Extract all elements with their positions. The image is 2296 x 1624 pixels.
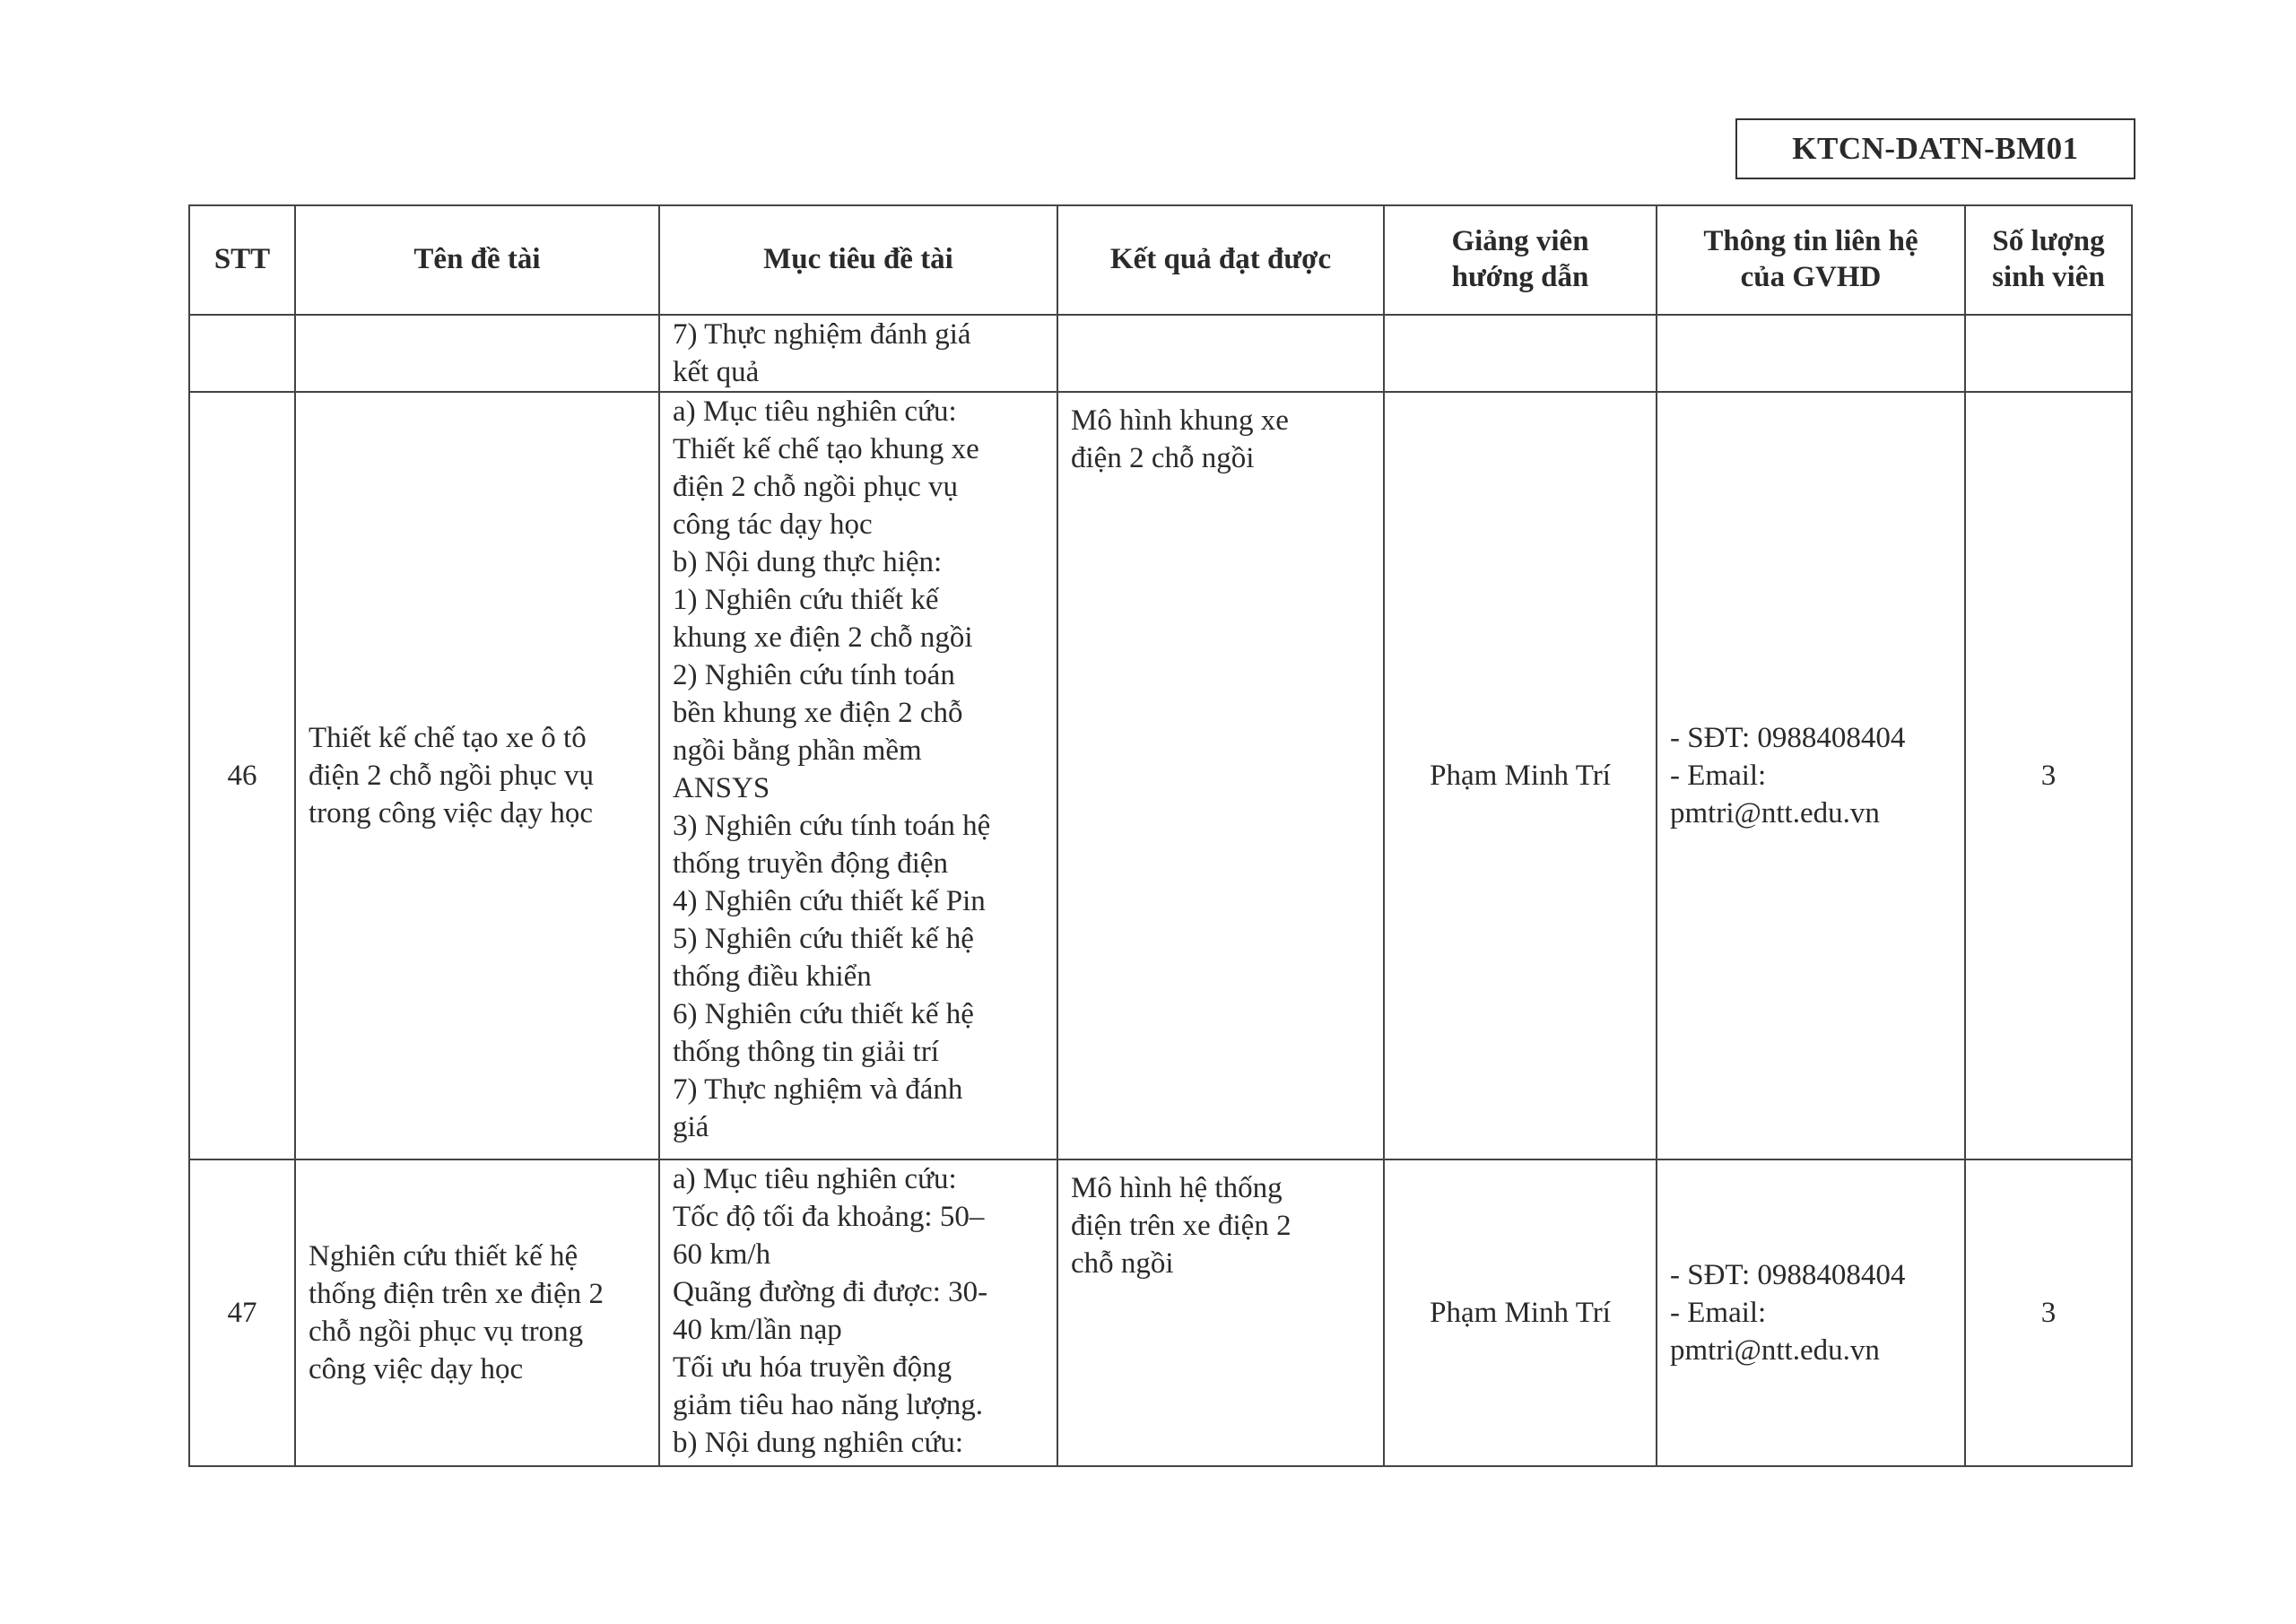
- cell-title: [295, 315, 659, 392]
- header-count: Số lượng sinh viên: [1965, 205, 2132, 315]
- header-contact: Thông tin liên hệ của GVHD: [1657, 205, 1965, 315]
- cell-goal: a) Mục tiêu nghiên cứu: Thiết kế chế tạo khung xe điện 2 chỗ ngồi phục vụ công tác dạy học b) Nội dung thực hiện: 1) Nghiên cứu thiết kế khung xe điện 2 chỗ ngồi 2) Nghiên cứu tính toán bền khung xe điện 2 chỗ ngồi bằng phần mềm ANSYS 3) Nghiên cứu tính toán hệ thống truyền động điện 4) Nghiên cứu thiết kế Pin 5) Nghiên cứu thiết kế hệ thống điều khiển 6) Nghiên cứu thiết kế hệ thống thông tin giải trí 7) Thực nghiệm và đánh giá: [659, 392, 1057, 1159]
- cell-contact: [1657, 315, 1965, 392]
- cell-contact: - SĐT: 0988408404 - Email: pmtri@ntt.edu.vn: [1657, 1159, 1965, 1466]
- cell-contact: - SĐT: 0988408404 - Email: pmtri@ntt.edu.vn: [1657, 392, 1965, 1159]
- cell-result: Mô hình hệ thống điện trên xe điện 2 chỗ ngồi: [1057, 1159, 1384, 1466]
- header-mentor: Giảng viên hướng dẫn: [1384, 205, 1657, 315]
- cell-count: [1965, 315, 2132, 392]
- table-row-continuation: [189, 315, 2132, 392]
- cell-title: Thiết kế chế tạo xe ô tô điện 2 chỗ ngồi phục vụ trong công việc dạy học: [295, 392, 659, 1159]
- cell-count: 3: [1965, 392, 2132, 1159]
- header-row: [189, 205, 2132, 315]
- table-row: [189, 1159, 2132, 1466]
- cell-stt: 47: [189, 1159, 295, 1466]
- cell-mentor: [1384, 315, 1657, 392]
- cell-title: Nghiên cứu thiết kế hệ thống điện trên xe điện 2 chỗ ngồi phục vụ trong công việc dạy học: [295, 1159, 659, 1466]
- cell-goal: 7) Thực nghiệm đánh giá kết quả: [659, 315, 1057, 392]
- form-code: KTCN-DATN-BM01: [1792, 131, 2079, 166]
- cell-count: 3: [1965, 1159, 2132, 1466]
- header-title: Tên đề tài: [295, 205, 659, 315]
- header-stt: STT: [189, 205, 295, 315]
- cell-mentor: Phạm Minh Trí: [1384, 392, 1657, 1159]
- header-goal: Mục tiêu đề tài: [659, 205, 1057, 315]
- cell-stt: [189, 315, 295, 392]
- table-row: [189, 392, 2132, 1159]
- cell-result: Mô hình khung xe điện 2 chỗ ngồi: [1057, 392, 1384, 1159]
- cell-goal: a) Mục tiêu nghiên cứu: Tốc độ tối đa khoảng: 50– 60 km/h Quãng đường đi được: 30- 40 km/lần nạp Tối ưu hóa truyền động giảm tiêu hao năng lượng. b) Nội dung nghiên cứu:: [659, 1159, 1057, 1466]
- header-result: Kết quả đạt được: [1057, 205, 1384, 315]
- form-code-box: [1735, 118, 2135, 179]
- cell-stt: 46: [189, 392, 295, 1159]
- cell-mentor: Phạm Minh Trí: [1384, 1159, 1657, 1466]
- topics-table: [188, 204, 2133, 1467]
- cell-result: [1057, 315, 1384, 392]
